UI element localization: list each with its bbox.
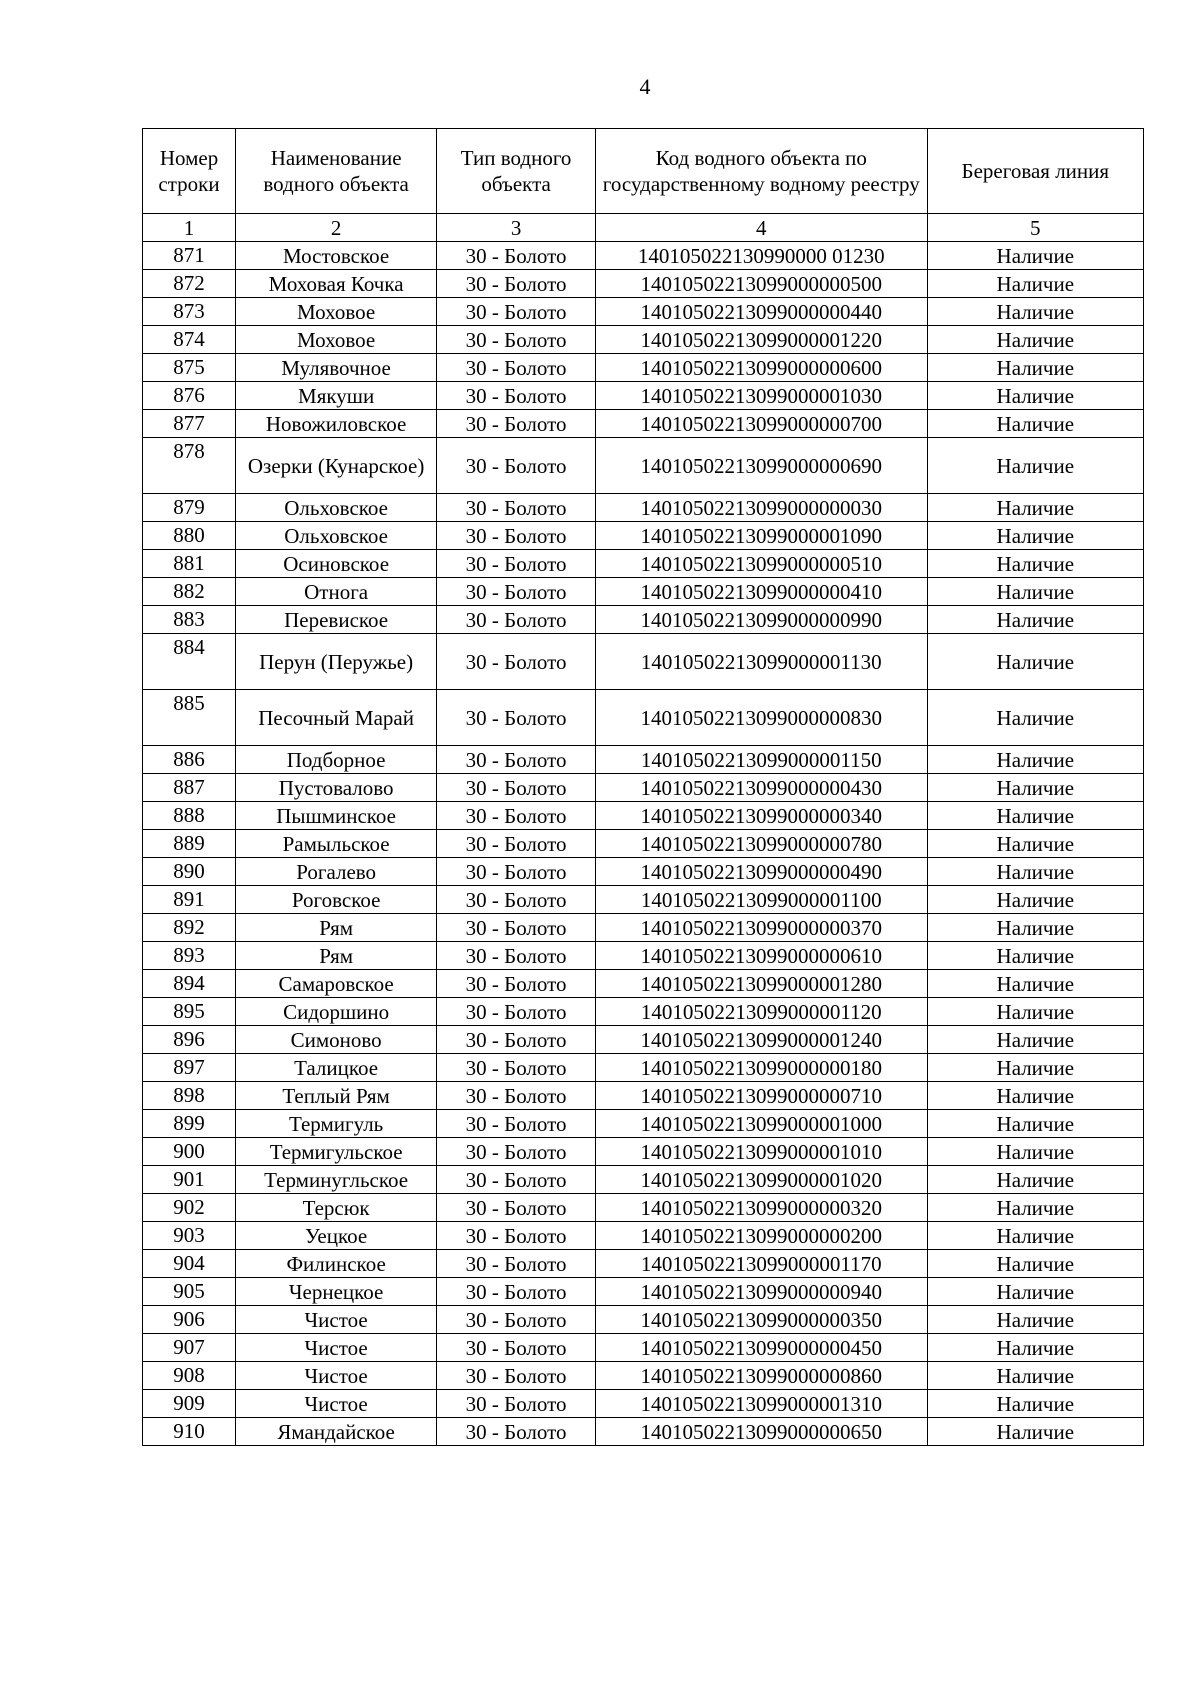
shoreline-cell: Наличие <box>927 634 1143 690</box>
shoreline-cell: Наличие <box>927 942 1143 970</box>
registry-code-cell: 14010502213099000001220 <box>595 326 927 354</box>
row-number-cell: 906 <box>143 1306 236 1334</box>
table-row <box>143 1362 1144 1390</box>
column-number: 1 <box>143 214 236 242</box>
object-name-cell: Симоново <box>236 1026 437 1054</box>
object-type-cell: 30 - Болото <box>437 1054 596 1082</box>
registry-code-cell: 14010502213099000000690 <box>595 438 927 494</box>
registry-code-cell: 14010502213099000000030 <box>595 494 927 522</box>
row-number-cell: 908 <box>143 1362 236 1390</box>
row-number-cell: 872 <box>143 270 236 298</box>
registry-code-cell: 14010502213099000001010 <box>595 1138 927 1166</box>
table-row <box>143 1222 1144 1250</box>
registry-code-cell: 14010502213099000000440 <box>595 298 927 326</box>
registry-code-cell: 14010502213099000001240 <box>595 1026 927 1054</box>
object-name-cell: Подборное <box>236 746 437 774</box>
table-row <box>143 942 1144 970</box>
registry-code-cell: 14010502213099000000860 <box>595 1362 927 1390</box>
shoreline-cell: Наличие <box>927 494 1143 522</box>
object-type-cell: 30 - Болото <box>437 1362 596 1390</box>
object-type-cell: 30 - Болото <box>437 1418 596 1446</box>
table-row <box>143 774 1144 802</box>
row-number-cell: 882 <box>143 578 236 606</box>
object-type-cell: 30 - Болото <box>437 914 596 942</box>
table-row <box>143 298 1144 326</box>
registry-code-cell: 14010502213099000000600 <box>595 354 927 382</box>
table-row <box>143 1250 1144 1278</box>
row-number-cell: 903 <box>143 1222 236 1250</box>
shoreline-cell: Наличие <box>927 1250 1143 1278</box>
object-name-cell: Перун (Перужье) <box>236 634 437 690</box>
table-row <box>143 410 1144 438</box>
row-number-cell: 884 <box>143 634 236 690</box>
header-registry-code: Код водного объекта по государственному водному реестру <box>595 129 927 214</box>
object-type-cell: 30 - Болото <box>437 1166 596 1194</box>
row-number-cell: 880 <box>143 522 236 550</box>
table-row <box>143 438 1144 494</box>
shoreline-cell: Наличие <box>927 1418 1143 1446</box>
header-shoreline: Береговая линия <box>927 129 1143 214</box>
object-type-cell: 30 - Болото <box>437 270 596 298</box>
row-number-cell: 876 <box>143 382 236 410</box>
registry-code-cell: 14010502213099000001020 <box>595 1166 927 1194</box>
shoreline-cell: Наличие <box>927 1138 1143 1166</box>
object-type-cell: 30 - Болото <box>437 774 596 802</box>
object-name-cell: Ямандайское <box>236 1418 437 1446</box>
object-name-cell: Талицкое <box>236 1054 437 1082</box>
shoreline-cell: Наличие <box>927 1054 1143 1082</box>
row-number-cell: 910 <box>143 1418 236 1446</box>
object-name-cell: Озерки (Кунарское) <box>236 438 437 494</box>
object-name-cell: Роговское <box>236 886 437 914</box>
object-name-cell: Терминугльское <box>236 1166 437 1194</box>
table-row <box>143 830 1144 858</box>
shoreline-cell: Наличие <box>927 1110 1143 1138</box>
row-number-cell: 873 <box>143 298 236 326</box>
table-row <box>143 634 1144 690</box>
row-number-cell: 888 <box>143 802 236 830</box>
shoreline-cell: Наличие <box>927 1082 1143 1110</box>
shoreline-cell: Наличие <box>927 914 1143 942</box>
object-type-cell: 30 - Болото <box>437 242 596 270</box>
shoreline-cell: Наличие <box>927 1166 1143 1194</box>
column-number: 3 <box>437 214 596 242</box>
registry-code-cell: 14010502213099000001090 <box>595 522 927 550</box>
table-row <box>143 550 1144 578</box>
object-type-cell: 30 - Болото <box>437 802 596 830</box>
object-type-cell: 30 - Болото <box>437 690 596 746</box>
row-number-cell: 889 <box>143 830 236 858</box>
object-type-cell: 30 - Болото <box>437 998 596 1026</box>
object-name-cell: Чистое <box>236 1334 437 1362</box>
object-type-cell: 30 - Болото <box>437 606 596 634</box>
table-row <box>143 1278 1144 1306</box>
object-type-cell: 30 - Болото <box>437 1194 596 1222</box>
table-row <box>143 494 1144 522</box>
object-name-cell: Самаровское <box>236 970 437 998</box>
column-number: 5 <box>927 214 1143 242</box>
registry-code-cell: 14010502213099000000320 <box>595 1194 927 1222</box>
table-row <box>143 1334 1144 1362</box>
shoreline-cell: Наличие <box>927 1390 1143 1418</box>
row-number-cell: 901 <box>143 1166 236 1194</box>
object-name-cell: Ольховское <box>236 522 437 550</box>
table-row <box>143 242 1144 270</box>
object-name-cell: Перевиское <box>236 606 437 634</box>
object-type-cell: 30 - Болото <box>437 1222 596 1250</box>
column-number: 4 <box>595 214 927 242</box>
object-name-cell: Мякуши <box>236 382 437 410</box>
shoreline-cell: Наличие <box>927 606 1143 634</box>
water-objects-table <box>142 128 1144 1446</box>
object-name-cell: Отнога <box>236 578 437 606</box>
table-row <box>143 1418 1144 1446</box>
object-type-cell: 30 - Болото <box>437 886 596 914</box>
table-row <box>143 522 1144 550</box>
row-number-cell: 894 <box>143 970 236 998</box>
shoreline-cell: Наличие <box>927 774 1143 802</box>
row-number-cell: 909 <box>143 1390 236 1418</box>
row-number-cell: 899 <box>143 1110 236 1138</box>
object-name-cell: Ольховское <box>236 494 437 522</box>
object-type-cell: 30 - Болото <box>437 1082 596 1110</box>
object-type-cell: 30 - Болото <box>437 1250 596 1278</box>
row-number-cell: 875 <box>143 354 236 382</box>
header-object-name: Наименование водного объекта <box>236 129 437 214</box>
registry-code-cell: 14010502213099000000430 <box>595 774 927 802</box>
object-name-cell: Моховое <box>236 326 437 354</box>
table-header-row <box>143 129 1144 214</box>
object-type-cell: 30 - Болото <box>437 1390 596 1418</box>
shoreline-cell: Наличие <box>927 1334 1143 1362</box>
shoreline-cell: Наличие <box>927 746 1143 774</box>
object-type-cell: 30 - Болото <box>437 1278 596 1306</box>
header-object-type: Тип водного объекта <box>437 129 596 214</box>
object-type-cell: 30 - Болото <box>437 858 596 886</box>
table-row <box>143 1166 1144 1194</box>
object-name-cell: Осиновское <box>236 550 437 578</box>
shoreline-cell: Наличие <box>927 354 1143 382</box>
shoreline-cell: Наличие <box>927 886 1143 914</box>
registry-code-cell: 14010502213099000001030 <box>595 382 927 410</box>
object-type-cell: 30 - Болото <box>437 410 596 438</box>
row-number-cell: 900 <box>143 1138 236 1166</box>
registry-code-cell: 14010502213099000000500 <box>595 270 927 298</box>
table-row <box>143 1138 1144 1166</box>
row-number-cell: 877 <box>143 410 236 438</box>
registry-code-cell: 14010502213099000000200 <box>595 1222 927 1250</box>
object-type-cell: 30 - Болото <box>437 1138 596 1166</box>
table-row <box>143 690 1144 746</box>
row-number-cell: 907 <box>143 1334 236 1362</box>
object-type-cell: 30 - Болото <box>437 830 596 858</box>
object-name-cell: Теплый Рям <box>236 1082 437 1110</box>
row-number-cell: 893 <box>143 942 236 970</box>
table-row <box>143 998 1144 1026</box>
shoreline-cell: Наличие <box>927 858 1143 886</box>
table-row <box>143 858 1144 886</box>
row-number-cell: 881 <box>143 550 236 578</box>
object-name-cell: Термигульское <box>236 1138 437 1166</box>
row-number-cell: 878 <box>143 438 236 494</box>
shoreline-cell: Наличие <box>927 410 1143 438</box>
object-type-cell: 30 - Болото <box>437 1110 596 1138</box>
object-type-cell: 30 - Болото <box>437 522 596 550</box>
registry-code-cell: 14010502213099000000340 <box>595 802 927 830</box>
object-type-cell: 30 - Болото <box>437 298 596 326</box>
registry-code-cell: 14010502213099000001100 <box>595 886 927 914</box>
row-number-cell: 885 <box>143 690 236 746</box>
table-row <box>143 326 1144 354</box>
registry-code-cell: 14010502213099000001150 <box>595 746 927 774</box>
object-name-cell: Филинское <box>236 1250 437 1278</box>
object-type-cell: 30 - Болото <box>437 1334 596 1362</box>
object-name-cell: Моховое <box>236 298 437 326</box>
registry-code-cell: 14010502213099000000510 <box>595 550 927 578</box>
registry-code-cell: 14010502213099000000610 <box>595 942 927 970</box>
registry-code-cell: 14010502213099000000700 <box>595 410 927 438</box>
row-number-cell: 898 <box>143 1082 236 1110</box>
registry-code-cell: 14010502213099000000780 <box>595 830 927 858</box>
registry-code-cell: 14010502213099000000940 <box>595 1278 927 1306</box>
registry-code-cell: 14010502213099000000710 <box>595 1082 927 1110</box>
object-name-cell: Чернецкое <box>236 1278 437 1306</box>
shoreline-cell: Наличие <box>927 1278 1143 1306</box>
table-row <box>143 746 1144 774</box>
shoreline-cell: Наличие <box>927 998 1143 1026</box>
object-name-cell: Рогалево <box>236 858 437 886</box>
registry-code-cell: 14010502213099000000180 <box>595 1054 927 1082</box>
row-number-cell: 890 <box>143 858 236 886</box>
object-name-cell: Рям <box>236 942 437 970</box>
object-type-cell: 30 - Болото <box>437 382 596 410</box>
registry-code-cell: 14010502213099000001000 <box>595 1110 927 1138</box>
object-name-cell: Моховая Кочка <box>236 270 437 298</box>
shoreline-cell: Наличие <box>927 270 1143 298</box>
row-number-cell: 886 <box>143 746 236 774</box>
registry-code-cell: 14010502213099000000490 <box>595 858 927 886</box>
column-number-row <box>143 214 1144 242</box>
table-row <box>143 1390 1144 1418</box>
shoreline-cell: Наличие <box>927 242 1143 270</box>
shoreline-cell: Наличие <box>927 326 1143 354</box>
table-row <box>143 802 1144 830</box>
table-row <box>143 1110 1144 1138</box>
object-name-cell: Рамыльское <box>236 830 437 858</box>
object-name-cell: Чистое <box>236 1362 437 1390</box>
registry-code-cell: 14010502213099000000990 <box>595 606 927 634</box>
shoreline-cell: Наличие <box>927 1026 1143 1054</box>
shoreline-cell: Наличие <box>927 578 1143 606</box>
row-number-cell: 871 <box>143 242 236 270</box>
object-name-cell: Терсюк <box>236 1194 437 1222</box>
row-number-cell: 874 <box>143 326 236 354</box>
shoreline-cell: Наличие <box>927 802 1143 830</box>
registry-code-cell: 14010502213099000001170 <box>595 1250 927 1278</box>
registry-code-cell: 140105022130990000 01230 <box>595 242 927 270</box>
shoreline-cell: Наличие <box>927 550 1143 578</box>
table-row <box>143 1054 1144 1082</box>
row-number-cell: 902 <box>143 1194 236 1222</box>
object-type-cell: 30 - Болото <box>437 354 596 382</box>
object-type-cell: 30 - Болото <box>437 634 596 690</box>
shoreline-cell: Наличие <box>927 830 1143 858</box>
registry-code-cell: 14010502213099000000410 <box>595 578 927 606</box>
object-name-cell: Сидоршино <box>236 998 437 1026</box>
table-row <box>143 270 1144 298</box>
registry-code-cell: 14010502213099000001120 <box>595 998 927 1026</box>
registry-code-cell: 14010502213099000000370 <box>595 914 927 942</box>
row-number-cell: 895 <box>143 998 236 1026</box>
object-name-cell: Пустовалово <box>236 774 437 802</box>
registry-code-cell: 14010502213099000000650 <box>595 1418 927 1446</box>
object-name-cell: Песочный Марай <box>236 690 437 746</box>
object-name-cell: Мостовское <box>236 242 437 270</box>
table-row <box>143 886 1144 914</box>
object-name-cell: Термигуль <box>236 1110 437 1138</box>
shoreline-cell: Наличие <box>927 298 1143 326</box>
object-name-cell: Рям <box>236 914 437 942</box>
row-number-cell: 887 <box>143 774 236 802</box>
page-number: 4 <box>639 74 651 99</box>
row-number-cell: 891 <box>143 886 236 914</box>
registry-code-cell: 14010502213099000000450 <box>595 1334 927 1362</box>
object-name-cell: Мулявочное <box>236 354 437 382</box>
shoreline-cell: Наличие <box>927 690 1143 746</box>
object-type-cell: 30 - Болото <box>437 942 596 970</box>
object-type-cell: 30 - Болото <box>437 550 596 578</box>
row-number-cell: 892 <box>143 914 236 942</box>
registry-code-cell: 14010502213099000000830 <box>595 690 927 746</box>
object-type-cell: 30 - Болото <box>437 326 596 354</box>
shoreline-cell: Наличие <box>927 1306 1143 1334</box>
table-row <box>143 970 1144 998</box>
shoreline-cell: Наличие <box>927 970 1143 998</box>
table-row <box>143 1194 1144 1222</box>
registry-code-cell: 14010502213099000001130 <box>595 634 927 690</box>
shoreline-cell: Наличие <box>927 438 1143 494</box>
table-row <box>143 1026 1144 1054</box>
table-row <box>143 578 1144 606</box>
object-type-cell: 30 - Болото <box>437 970 596 998</box>
registry-code-cell: 14010502213099000001280 <box>595 970 927 998</box>
shoreline-cell: Наличие <box>927 382 1143 410</box>
table-row <box>143 914 1144 942</box>
table-row <box>143 606 1144 634</box>
object-type-cell: 30 - Болото <box>437 746 596 774</box>
object-name-cell: Чистое <box>236 1306 437 1334</box>
object-name-cell: Пышминское <box>236 802 437 830</box>
object-type-cell: 30 - Болото <box>437 494 596 522</box>
row-number-cell: 905 <box>143 1278 236 1306</box>
table-row <box>143 1306 1144 1334</box>
row-number-cell: 904 <box>143 1250 236 1278</box>
object-type-cell: 30 - Болото <box>437 438 596 494</box>
row-number-cell: 896 <box>143 1026 236 1054</box>
object-name-cell: Чистое <box>236 1390 437 1418</box>
row-number-cell: 883 <box>143 606 236 634</box>
registry-code-cell: 14010502213099000000350 <box>595 1306 927 1334</box>
header-row-number: Номер строки <box>143 129 236 214</box>
shoreline-cell: Наличие <box>927 1222 1143 1250</box>
shoreline-cell: Наличие <box>927 1194 1143 1222</box>
object-type-cell: 30 - Болото <box>437 1306 596 1334</box>
object-type-cell: 30 - Болото <box>437 578 596 606</box>
registry-code-cell: 14010502213099000001310 <box>595 1390 927 1418</box>
row-number-cell: 897 <box>143 1054 236 1082</box>
table-row <box>143 1082 1144 1110</box>
table-row <box>143 354 1144 382</box>
table-body <box>143 242 1144 1446</box>
row-number-cell: 879 <box>143 494 236 522</box>
shoreline-cell: Наличие <box>927 522 1143 550</box>
shoreline-cell: Наличие <box>927 1362 1143 1390</box>
table-row <box>143 382 1144 410</box>
object-type-cell: 30 - Болото <box>437 1026 596 1054</box>
object-name-cell: Уецкое <box>236 1222 437 1250</box>
object-name-cell: Новожиловское <box>236 410 437 438</box>
column-number: 2 <box>236 214 437 242</box>
